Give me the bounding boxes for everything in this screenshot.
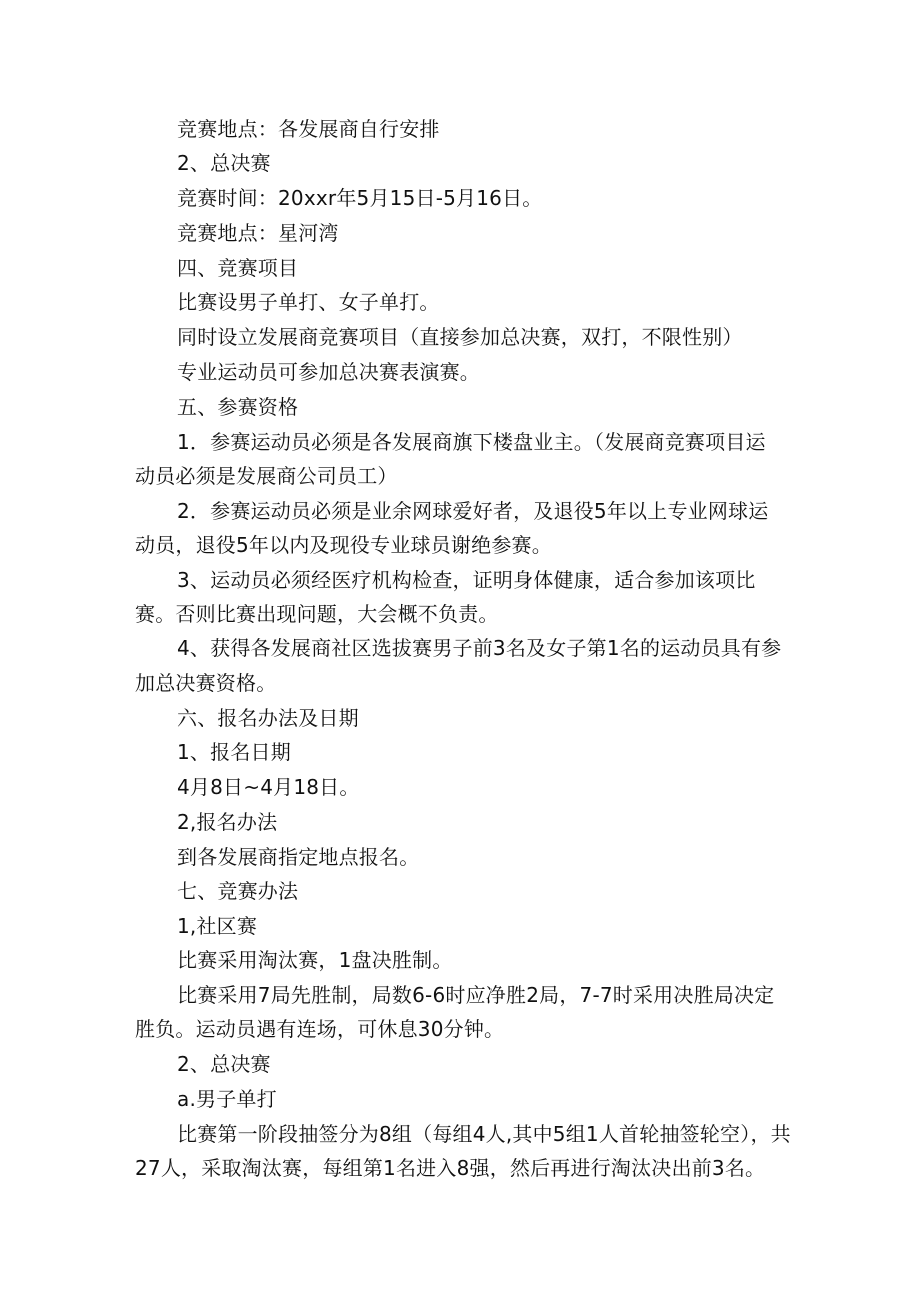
mens-singles-rule-continuation: 27人，采取淘汰赛，每组第1名进入8强，然后再进行淘汰决出前3名。 [135,1156,766,1180]
eligibility-4-continuation: 加总决赛资格。 [135,671,277,695]
registration-date-line: 4月8日~4月18日。 [177,775,360,799]
final-match-heading: 2、总决赛 [177,1052,271,1076]
eligibility-3-continuation: 赛。否则比赛出现问题，大会概不负责。 [135,602,499,626]
section-final-heading: 2、总决赛 [177,151,271,175]
eligibility-1-line: 1．参赛运动员必须是各发展商旗下楼盘业主。（发展商竞赛项目运 [177,430,766,454]
section-5-heading: 五、参赛资格 [177,395,299,419]
final-venue-line: 竞赛地点：星河湾 [177,221,339,245]
community-match-heading: 1,社区赛 [177,914,258,938]
scoring-rule-line: 比赛采用7局先胜制，局数6-6时应净胜2局，7-7时采用决胜局决定 [177,983,775,1007]
mens-singles-rule-line: 比赛第一阶段抽签分为8组（每组4人,其中5组1人首轮抽签轮空），共 [177,1122,791,1146]
eligibility-2-continuation: 动员，退役5年以内及现役专业球员谢绝参赛。 [135,533,552,557]
section-7-heading: 七、竞赛办法 [177,879,299,903]
registration-date-heading: 1、报名日期 [177,740,291,764]
eligibility-4-line: 4、获得各发展商社区选拔赛男子前3名及女子第1名的运动员具有参 [177,636,782,660]
registration-method-line: 到各发展商指定地点报名。 [177,845,420,869]
time-line: 竞赛时间：20xxr年5月15日-5月16日。 [177,186,543,210]
events-line: 比赛设男子单打、女子单打。 [177,290,440,314]
developer-events-line: 同时设立发展商竞赛项目（直接参加总决赛，双打，不限性别） [177,325,743,349]
mens-singles-heading: a.男子单打 [177,1087,277,1111]
eligibility-2-line: 2．参赛运动员必须是业余网球爱好者，及退役5年以上专业网球运 [177,499,769,523]
pro-exhibition-line: 专业运动员可参加总决赛表演赛。 [177,360,480,384]
section-4-heading: 四、竞赛项目 [177,256,299,280]
venue-line: 竞赛地点：各发展商自行安排 [177,117,440,141]
eligibility-1-continuation: 动员必须是发展商公司员工） [135,464,398,488]
eligibility-3-line: 3、运动员必须经医疗机构检查，证明身体健康，适合参加该项比 [177,568,756,592]
scoring-rule-continuation: 胜负。运动员遇有连场，可休息30分钟。 [135,1017,505,1041]
section-6-heading: 六、报名办法及日期 [177,706,359,730]
community-match-format-line: 比赛采用淘汰赛，1盘决胜制。 [177,948,453,972]
registration-method-heading: 2,报名办法 [177,810,278,834]
